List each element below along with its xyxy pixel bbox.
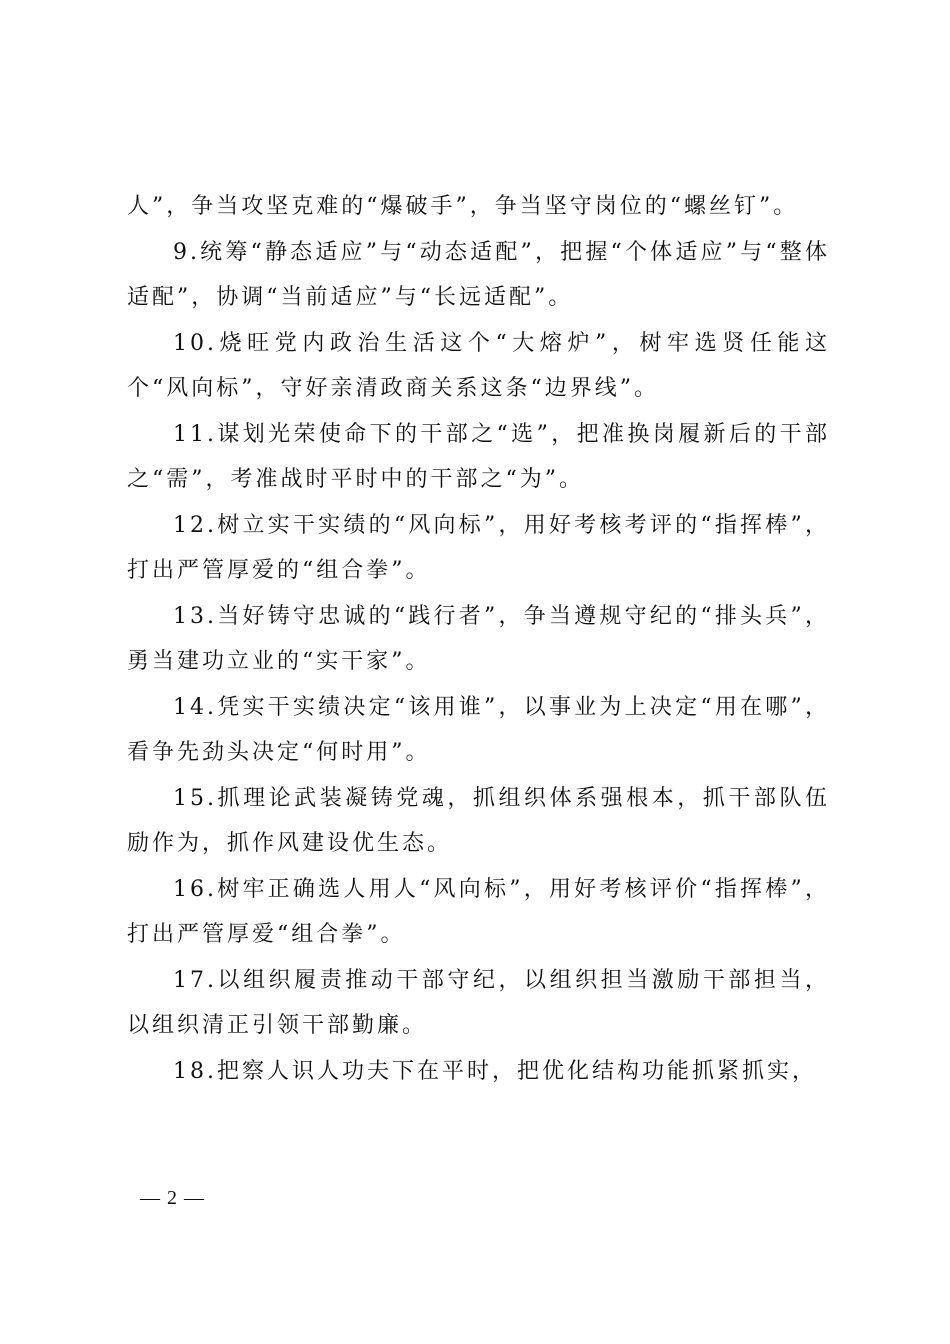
paragraph-item-14: 14.凭实干实绩决定“该用谁”，以事业为上决定“用在哪”，看争先劲头决定“何时用”。 [127,694,830,765]
paragraph-item-11: 11.谋划光荣使命下的干部之“选”，把准换岗履新后的干部之“需”，考准战时平时中的干部之“为”。 [127,421,830,492]
paragraph-item-16: 16.树牢正确选人用人“风向标”，用好考核评价“指挥棒”，打出严管厚爱“组合拳”。 [127,876,830,947]
paragraph-item-13: 13.当好铸守忠诚的“践行者”，争当遵规守纪的“排头兵”，勇当建功立业的“实干家”。 [127,603,830,674]
paragraph-item-18: 18.把察人识人功夫下在平时，把优化结构功能抓紧抓实， [173,1058,817,1084]
page-number: — 2 — [140,1187,205,1209]
paragraph-continuation: 人”，争当攻坚克难的“爆破手”，争当坚守岗位的“螺丝钉”。 [127,194,799,219]
paragraph-item-9: 9.统筹“静态适应”与“动态适配”，把握“个体适应”与“整体适配”，协调“当前适应”与“长远适配”。 [127,239,830,310]
paragraph-item-12: 12.树立实干实绩的“风向标”，用好考核考评的“指挥棒”，打出严管厚爱的“组合拳”。 [127,512,830,583]
paragraph-item-17: 17.以组织履责推动干部守纪，以组织担当激励干部担当，以组织清正引领干部勤廉。 [127,967,830,1038]
document-body [127,184,830,1094]
paragraph-item-15: 15.抓理论武装凝铸党魂，抓组织体系强根本，抓干部队伍励作为，抓作风建设优生态。 [127,785,830,856]
paragraph-item-10: 10.烧旺党内政治生活这个“大熔炉”，树牢选贤任能这个“风向标”，守好亲清政商关系这条“边界线”。 [127,330,830,401]
